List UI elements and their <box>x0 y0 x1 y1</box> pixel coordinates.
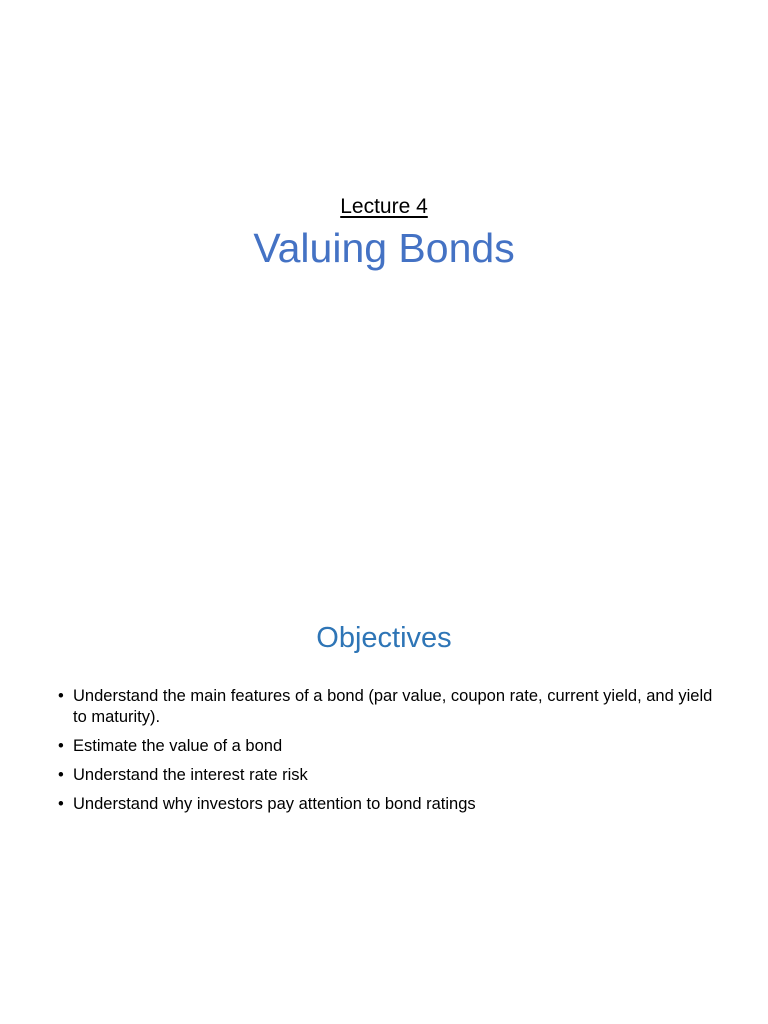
title-slide <box>0 0 768 432</box>
bullet-icon: • <box>58 766 64 784</box>
slide-title: Valuing Bonds <box>253 225 515 271</box>
objectives-list <box>58 686 718 823</box>
list-item-text: Understand why investors pay attention to bond ratings <box>73 795 476 813</box>
lecture-subtitle: Lecture 4 <box>340 195 428 218</box>
list-item <box>58 736 718 757</box>
objectives-heading: Objectives <box>316 622 452 654</box>
list-item <box>58 686 718 728</box>
list-item-text: Understand the main features of a bond (par value, coupon rate, current yield, and yield to maturity). <box>73 687 713 726</box>
bullet-icon: • <box>58 737 64 755</box>
objectives-slide <box>0 576 768 1008</box>
list-item <box>58 794 718 815</box>
bullet-icon: • <box>58 795 64 813</box>
list-item <box>58 765 718 786</box>
list-item-text: Understand the interest rate risk <box>73 766 308 784</box>
bullet-icon: • <box>58 687 64 705</box>
list-item-text: Estimate the value of a bond <box>73 737 283 755</box>
